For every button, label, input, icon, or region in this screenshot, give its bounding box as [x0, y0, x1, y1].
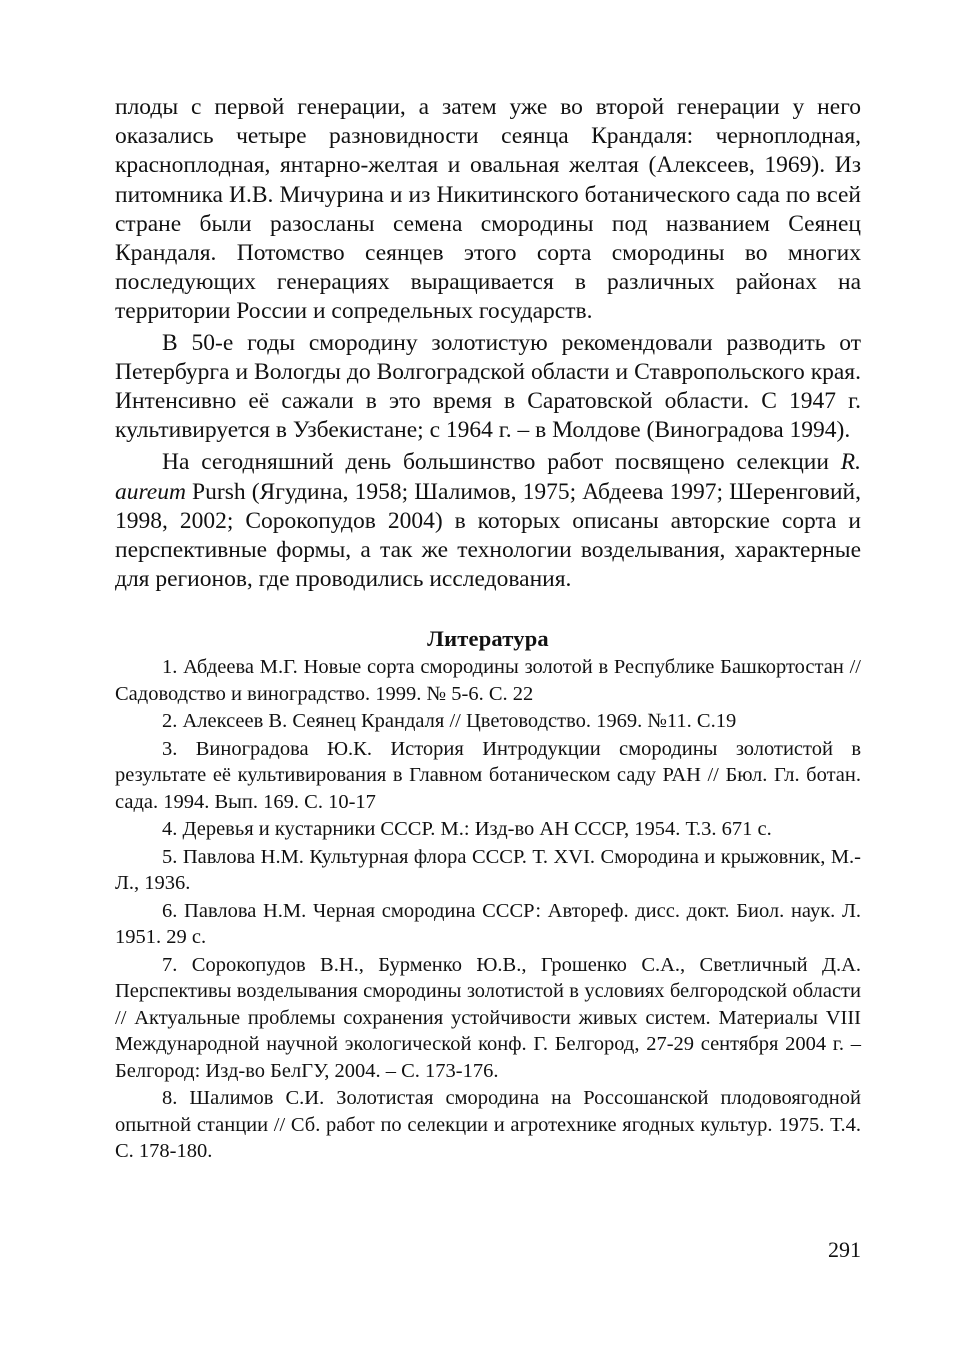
body-paragraph-2: В 50-е годы смородину золотистую рекомендовали разводить от Петербурга и Вологды до Волгоградской области и Ставропольского края. Интенсивно её сажали в это время в Саратовской области. С 1947 г. культивируется в Узбекистане; с 1964 г. – в Молдове (Виноградова 1994).: [115, 329, 861, 444]
paragraph-3-text-after: Pursh (Ягудина, 1958; Шалимов, 1975; Абдеева 1997; Шеренговий, 1998, 2002; Сорокопудов 2004) в которых описаны авторские сорта и перспективные формы, а так же технологии возделывания, характерные для регионов, где проводились исследования.: [115, 478, 861, 593]
reference-item: 8. Шалимов С.И. Золотистая смородина на Россошанской плодовоягодной опытной станции // Сб. работ по селекции и агротехнике ягодных культур. 1975. Т.4. С. 178-180.: [115, 1087, 861, 1163]
body-paragraph-3: [115, 448, 861, 594]
reference-item: 4. Деревья и кустарники СССР. М.: Изд-во АН СССР, 1954. Т.3. 671 с.: [162, 818, 772, 841]
reference-item: 1. Абдеева М.Г. Новые сорта смородины золотой в Республике Башкортостан // Садоводство и виноградство. 1999. № 5-6. С. 22: [115, 656, 861, 705]
references-heading: Литература: [427, 626, 549, 652]
page-body: [115, 93, 861, 1165]
reference-item: 2. Алексеев В. Сеянец Крандаля // Цветоводство. 1969. №11. С.19: [162, 710, 737, 733]
body-paragraph-1: плоды с первой генерации, а затем уже во второй генерации у него оказались четыре разновидности сеянца Крандаля: черноплодная, красноплодная, янтарно-желтая и овальная желтая (Алексеев, 1969). Из питомника И.В. Мичурина и из Никитинского ботанического сада по всей стране были разосланы семена смородины под названием Сеянец Крандаля. Потомство сеянцев этого сорта смородины во многих последующих генерациях выращивается в различных районах на территории России и сопредельных государств.: [115, 94, 861, 325]
paragraph-3-text-before: На сегодняшний день большинство работ посвящено селекции: [162, 449, 841, 476]
reference-item: 3. Виноградова Ю.К. История Интродукции смородины золотистой в результате её культивирования в Главном ботаническом саду РАН // Бюл. Гл. ботан. сада. 1994. Вып. 169. С. 10-17: [115, 737, 861, 813]
reference-item: 7. Сорокопудов В.Н., Бурменко Ю.В., Грошенко С.А., Светличный Д.А. Перспективы возделывания смородины золотистой в условиях белгородской области // Актуальные проблемы сохранения устойчивости живых систем. Материалы VIII Международной научной экологической конф. Г. Белгород, 27-29 сентября 2004 г. – Белгород: Изд-во БелГУ, 2004. – С. 173-176.: [115, 953, 861, 1082]
species-name-italic: R. aureum: [115, 449, 861, 505]
reference-item: 6. Павлова Н.М. Черная смородина СССР: Автореф. дисс. докт. Биол. наук. Л. 1951. 29 с.: [115, 899, 861, 949]
reference-item: 5. Павлова Н.М. Культурная флора СССР. Т. XVI. Смородина и крыжовник, М.-Л., 1936.: [115, 845, 861, 895]
page-number: 291: [828, 1237, 861, 1262]
references-list: [115, 654, 861, 1165]
